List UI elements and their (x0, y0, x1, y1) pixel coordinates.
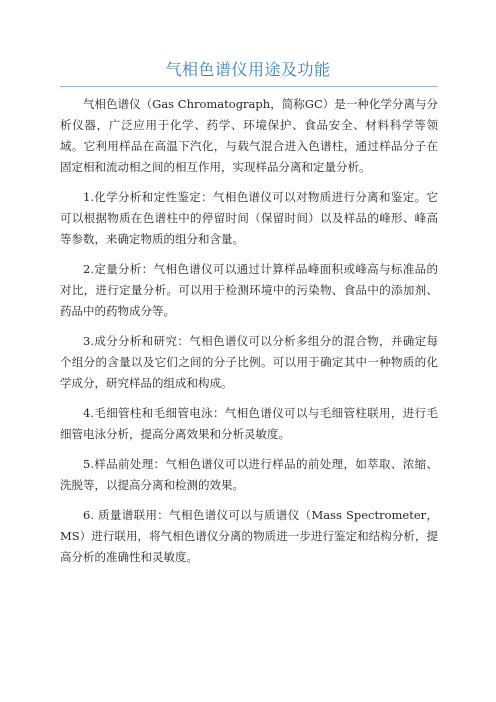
intro-paragraph: 气相色谱仪（Gas Chromatograph，简称GC）是一种化学分离与分析仪器，广泛应用于化学、药学、环境保护、食品安全、材料科学等领域。它利用样品在高温下汽化，与载气混合进入色谱柱，通过样品分子在固定相和流动相之间的相互作用，实现样品分离和定量分析。 (60, 97, 438, 174)
paragraph-mass-spectrometry: 6. 质量谱联用：气相色谱仪可以与质谱仪（Mass Spectrometer，MS）进行联用，将气相色谱仪分离的物质进一步进行鉴定和结构分析，提高分析的准确性和灵敏度。 (60, 508, 438, 564)
paragraph-quantitative-analysis: 2.定量分析：气相色谱仪可以通过计算样品峰面积或峰高与标准品的对比，进行定量分析。可以用于检测环境中的污染物、食品中的添加剂、药品中的药物成分等。 (60, 262, 438, 318)
document-title: 气相色谱仪用途及功能 (165, 60, 331, 79)
document-body (60, 94, 438, 577)
paragraph-sample-pretreatment: 5.样品前处理：气相色谱仪可以进行样品的前处理，如萃取、浓缩、洗脱等，以提高分离和检测的效果。 (60, 457, 438, 492)
title-divider (60, 86, 438, 87)
paragraph-composition-analysis: 3.成分分析和研究：气相色谱仪可以分析多组分的混合物，并确定每个组分的含量以及它们之间的分子比例。可以用于确定其中一种物质的化学成分，研究样品的组成和构成。 (60, 334, 438, 390)
paragraph-qualitative-analysis: 1.化学分析和定性鉴定：气相色谱仪可以对物质进行分离和鉴定。它可以根据物质在色谱柱中的停留时间（保留时间）以及样品的峰形、峰高等参数，来确定物质的组分和含量。 (60, 190, 438, 246)
paragraph-capillary-column: 4.毛细管柱和毛细管电泳：气相色谱仪可以与毛细管柱联用，进行毛细管电泳分析，提高分离效果和分析灵敏度。 (60, 406, 438, 441)
